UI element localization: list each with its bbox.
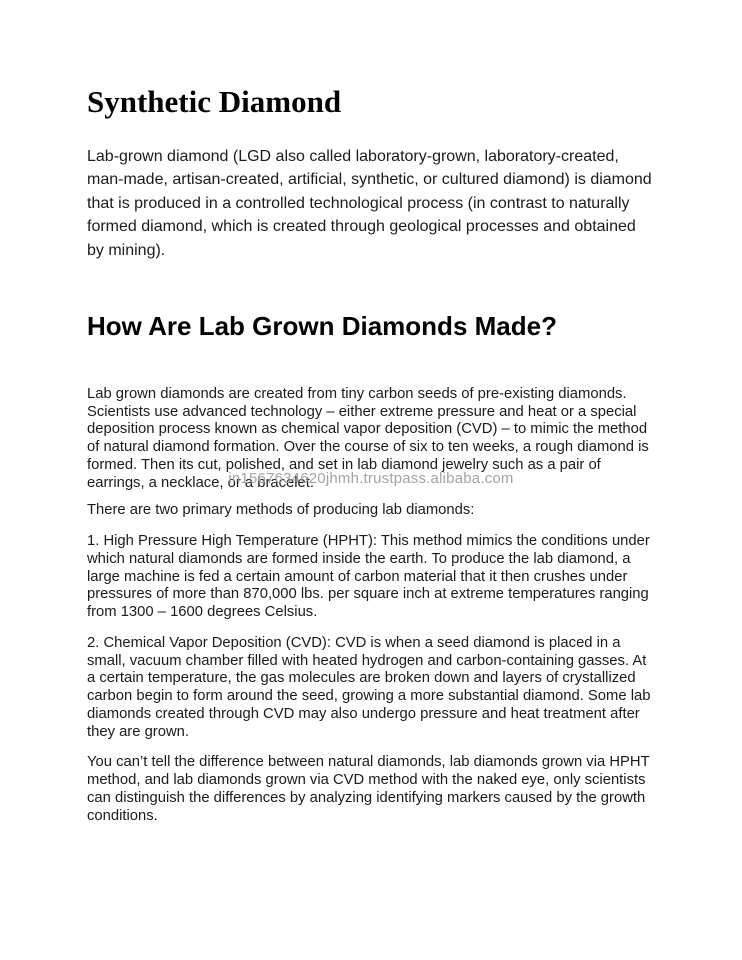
paragraph-cvd: 2. Chemical Vapor Deposition (CVD): CVD is when a seed diamond is placed in a small, vacuum chamber filled with heated hydrogen and carbon-containing gasses. At a certain temperature, the gas molecules are broken down and layers of crystallized carbon begin to form around the seed, growing a more substantial diamond. Some lab diamonds created through CVD may also undergo pressure and heat treatment after they are grown. bbox=[87, 634, 651, 740]
paragraph-hpht: 1. High Pressure High Temperature (HPHT): This method mimics the conditions under which natural diamonds are formed inside the earth. To produce the lab diamond, a large machine is fed a certain amount of carbon material that it then crushes under pressures of more than 870,000 lbs. per square inch at extreme temperatures ranging from 1300 – 1600 degrees Celsius. bbox=[87, 533, 650, 621]
paragraph-comparison: You can’t tell the difference between natural diamonds, lab diamonds grown via HPHT method, and lab diamonds grown via CVD method with the naked eye, only scientists can distinguish the differences by analyzing identifying markers caused by the growth conditions. bbox=[87, 754, 650, 824]
watermark-text: in1567634620jhmh.trustpass.alibaba.com bbox=[228, 470, 514, 487]
body-text bbox=[87, 386, 656, 826]
paragraph-methods-lead: There are two primary methods of producing lab diamonds: bbox=[87, 502, 475, 519]
section-heading: How Are Lab Grown Diamonds Made? bbox=[87, 310, 557, 341]
intro-paragraph: Lab-grown diamond (LGD also called laboratory-grown, laboratory-created, man-made, artisan-created, artificial, synthetic, or cultured diamond) is diamond that is produced in a controlled technological process (in contrast to naturally formed diamond, which is created through geological processes and obtained by mining). bbox=[87, 148, 652, 259]
document-title: Synthetic Diamond bbox=[87, 84, 342, 119]
paragraph-overview: Lab grown diamonds are created from tiny carbon seeds of pre-existing diamonds. Scientists use advanced technology – either extreme pressure and heat or a special deposition process known as chemical vapor deposition (CVD) – to mimic the method of natural diamond formation. Over the course of six to ten weeks, a rough diamond is formed. Then its cut, polished, and set in lab diamond jewelry such as a pair of earrings, a necklace, or a bracelet. bbox=[87, 385, 649, 491]
